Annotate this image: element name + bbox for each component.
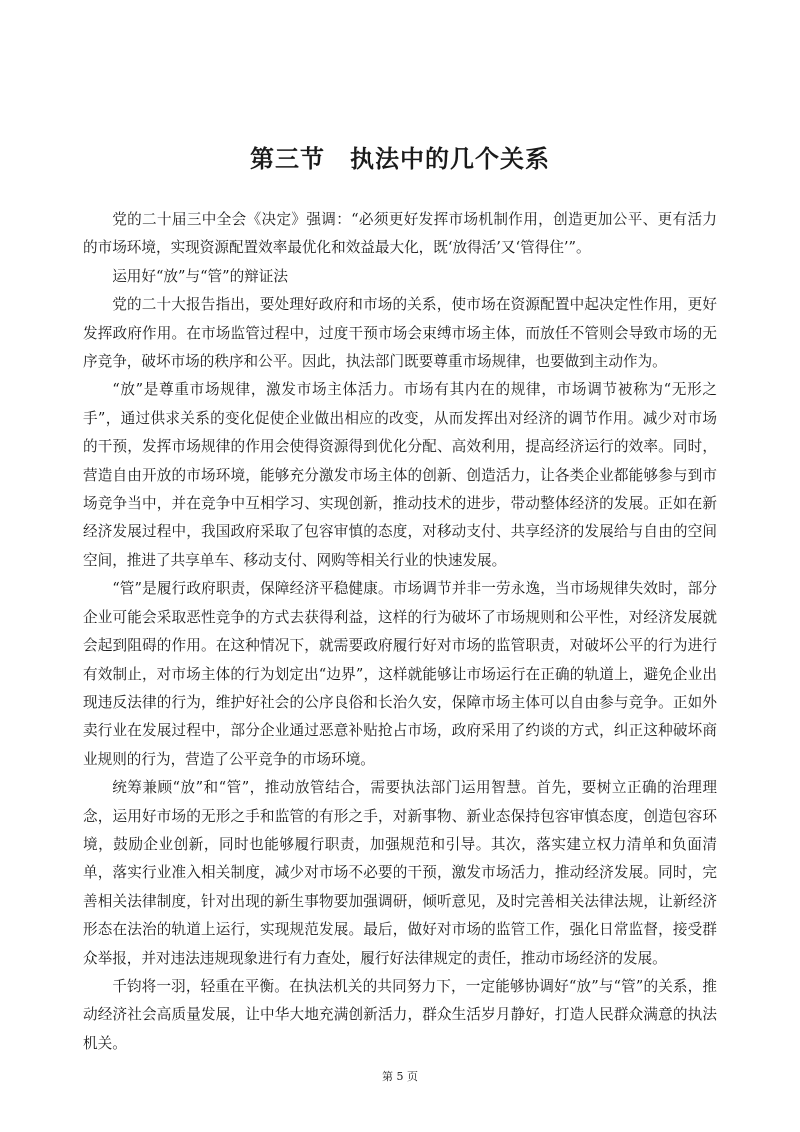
document-body [83, 206, 717, 1058]
paragraph-intro: 党的二十届三中全会《决定》强调：“必须更好发挥市场机制作用，创造更加公平、更有活力的市场环境，实现资源配置效率最优化和效益最大化，既‘放得活’又‘管得住’”。 [83, 211, 717, 257]
subheading: 运用好“放”与“管”的辩证法 [112, 267, 288, 285]
paragraph-guan: “管”是履行政府职责，保障经济平稳健康。市场调节并非一劳永逸，当市场规律失效时，部分企业可能会采取恶性竞争的方式去获得利益，这样的行为破坏了市场规则和公平性，对经济发展就会起到阻碍的作用。在这种情况下，就需要政府履行好对市场的监管职责，对破坏公平的行为进行有效制止，对市场主体的行为划定出“边界”，这样就能够让市场运行在正确的轨道上，避免企业出现违反法律的行为，维护好社会的公序良俗和长治久安，保障市场主体可以自由参与竞争。正如外卖行业在发展过程中，部分企业通过恶意补贴抢占市场，政府采用了约谈的方式，纠正这种破坏商业规则的行为，营造了公平竞争的市场环境。 [83, 580, 717, 768]
paragraph-government-market: 党的二十大报告指出，要处理好政府和市场的关系，使市场在资源配置中起决定性作用，更好发挥政府作用。在市场监管过程中，过度干预市场会束缚市场主体，而放任不管则会导致市场的无序竞争，破坏市场的秩序和公平。因此，执法部门既要尊重市场规律，也要做到主动作为。 [83, 296, 717, 371]
paragraph-conclusion: 千钧将一羽，轻重在平衡。在执法机关的共同努力下，一定能够协调好“放”与“管”的关系，推动经济社会高质量发展，让中华大地充满创新活力，群众生活岁月静好，打造人民群众满意的执法机关。 [83, 977, 717, 1052]
page-number: 第 5 页 [382, 1070, 418, 1083]
paragraph-balance: 统筹兼顾“放”和“管”，推动放管结合，需要执法部门运用智慧。首先，要树立正确的治理理念，运用好市场的无形之手和监管的有形之手，对新事物、新业态保持包容审慎态度，创造包容环境，鼓励企业创新，同时也能够履行职责，加强规范和引导。其次，落实建立权力清单和负面清单，落实行业准入相关制度，减少对市场不必要的干预，激发市场活力，推动经济发展。同时，完善相关法律制度，针对出现的新生事物要加强调研，倾听意见，及时完善相关法律法规，让新经济形态在法治的轨道上运行，实现规范发展。最后，做好对市场的监管工作，强化日常监督，接受群众举报，并对违法违规现象进行有力查处，履行好法律规定的责任，推动市场经济的发展。 [83, 779, 717, 967]
section-title: 第三节 执法中的几个关系 [250, 145, 550, 173]
paragraph-fang: “放”是尊重市场规律，激发市场主体活力。市场有其内在的规律，市场调节被称为“无形之手”，通过供求关系的变化促使企业做出相应的改变，从而发挥出对经济的调节作用。减少对市场的干预，发挥市场规律的作用会使得资源得到优化分配、高效利用，提高经济运行的效率。同时，营造自由开放的市场环境，能够充分激发市场主体的创新、创造活力，让各类企业都能够参与到市场竞争当中，并在竞争中互相学习、实现创新，推动技术的进步，带动整体经济的发展。正如在新经济发展过程中，我国政府采取了包容审慎的态度，对移动支付、共享经济的发展给与自由的空间空间，推进了共享单车、移动支付、网购等相关行业的快速发展。 [83, 381, 717, 569]
